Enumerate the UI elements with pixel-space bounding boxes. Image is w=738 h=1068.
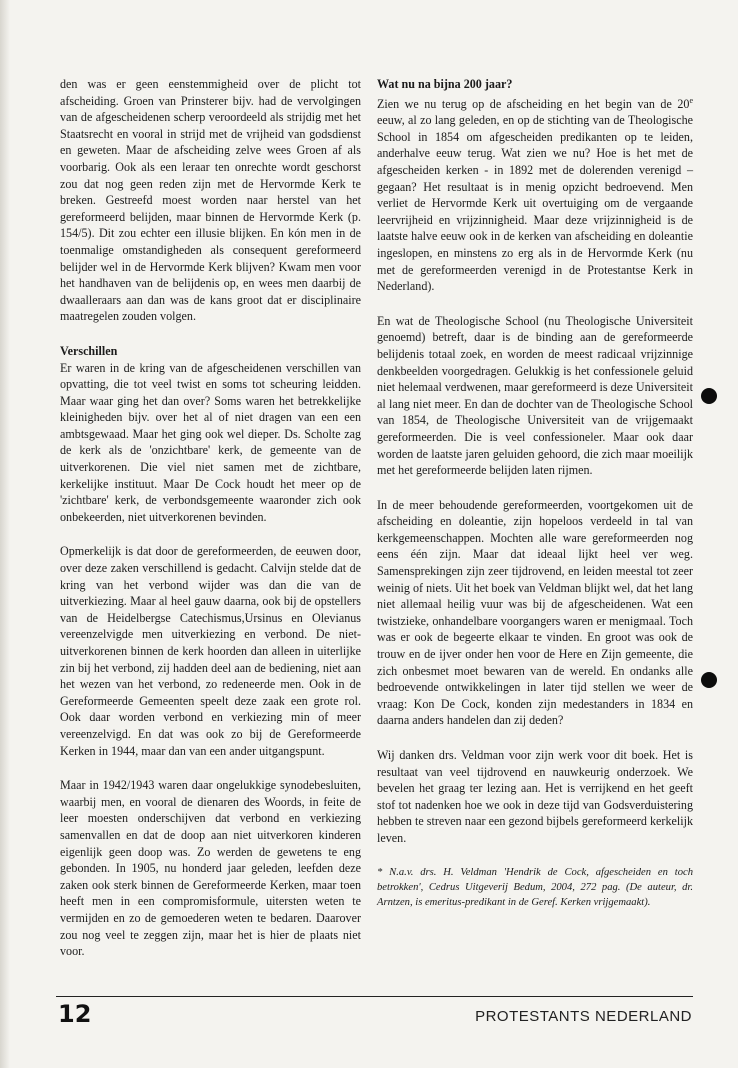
page-number: 12 (58, 1000, 92, 1028)
right-column (377, 76, 693, 928)
paragraph: Wij danken drs. Veldman voor zijn werk voor dit boek. Het is resultaat van veel tijdrovend en nauwkeurig onderzoek. We bevelen het graag ter lezing aan. Het is verrijkend en het geeft stof tot nadenken hoe we ook in deze tijd van Godsverduistering hebben te streven naar een gezond bijbels gereformeerd kerkelijk leven. (377, 748, 693, 845)
paragraph-start: Zien we nu terug op de afscheiding en het begin van de 20 (377, 96, 690, 111)
section-heading-wat-nu: Wat nu na bijna 200 jaar? (377, 77, 513, 91)
paragraph: En wat de Theologische School (nu Theologische Universiteit genoemd) betreft, daar is de binding aan de gereformeerde belijdenis totaal zoek, en worden de meest radicaal vrijzinnige denkbeelden voorgedragen. Gelukkig is het confessionele geluid niet helemaal verdwenen, maar gereformeerd is deze Universiteit al lang niet meer. En dan de dochter van de Theologische School van 1854, de Theologische Universiteit van de vrijgemaakt gereformeerden. Die is veel confessioneler. Maar ook daar worden de laatste jaren geluiden gehoord, die zich maar moeilijk met het gereformeerde belijden laten rijmen. (377, 313, 693, 478)
paragraph (377, 93, 693, 295)
left-column (60, 76, 361, 978)
punch-hole-icon (701, 672, 717, 688)
section-heading-verschillen: Verschillen (60, 343, 118, 358)
binding-shadow (0, 0, 10, 1068)
paragraph: In de meer behoudende gereformeerden, voortgekomen uit de afscheiding en doleantie, zijn hopeloos verdeeld in tal van kerkgemeenschappen. Mochten alle ware gereformeerden nog eens één zijn. Maar dat ideaal lijkt heel ver weg. Samensprekingen zijn zeer tijdrovend, en leiden meestal tot zeer weinig of niets. Uit het boek van Veldman blijkt wel, dat het lang niet allemaal heilig vuur was bij de afgescheidenen. Wat een twistzieke, onhandelbare voorgangers waren er menigmaal. Toch was er ook de begeerte elkaar te vinden. En groot was ook de trouw en de ijver onder hen voor de Here en Zijn gemeente, die zich onbesmet moet bewaren van de wereld. En ondanks alle bedroevende ontwikkelingen in later tijd stellen we weer de vraag: Kon De Cock, konden zijn medestanders in 1834 en daarna anders handelen dan zij deden? (377, 497, 693, 728)
footer-rule (56, 996, 693, 997)
paragraph: den was er geen eenstemmigheid over de plicht tot afscheiding. Groen van Prinsterer bijv. had de vervolgingen van de afgescheidenen scherp veroordeeld als strijdig met het Staatsrecht en vooral in strijd met de vrijheid van godsdienst en geweten. Maar de afscheiding zelve wees Groen af als voorbarig. Ook als een leraar ten onrechte wordt geschorst zou dat nog geen reden zijn met de Hervormde Kerk te breken. Gestreefd moest worden naar herstel van het gereformeerd belijden, maar binnen de Hervormde Kerk (p. 154/5). Dit zou echter een illusie blijken. En kón men in de toenmalige omstandigheden als consequent gereformeerd belijder wel in de Hervormde Kerk blijven? Kwam men voor het handhaven van de belijdenis op, en wees men daarbij de dwaalleraars aan dan was de kans groot dat er disciplinaire maatregelen zouden volgen. (60, 77, 361, 324)
superscript: e (689, 95, 693, 105)
footnote: * N.a.v. drs. H. Veldman 'Hendrik de Cock, afgescheiden en toch betrokken', Cedrus Uitgeverij Bedum, 2004, 272 pag. (De auteur, dr. Arntzen, is emeritus-predikant in de Geref. Kerken vrijgemaakt). (377, 866, 693, 908)
paragraph: Er waren in de kring van de afgescheidenen verschillen van opvatting, die tot veel twist en soms tot scheuring leidden. Maar waar ging het dan over? Soms waren het betrekkelijke kleinigheden bijv. over het al of niet dragen van een een ambtsgewaad. Maar het ging ook wel dieper. Ds. Scholte zag de kerk als de 'onzichtbare' kerk, de gemeente van de uitverkorenen. Die viel niet samen met de zichtbare, kerkelijke instituut. Maar De Cock houdt het meer op de 'zichtbare' kerk, de verbondsgemeente waaronder zich ook onbekeerden, niet uitverkorenen bevinden. (60, 360, 361, 524)
paragraph-rest: eeuw, al zo lang geleden, en op de stichting van de Theologische School in 1854 om afgescheiden predikanten op te leiden, anderhalve eeuw terug. Wat zien we nu? Hoe is het met de afgescheiden kerken - in 1892 met de dolerenden verenigd – gegaan? Het resultaat is in menig opzicht bedroevend. Men verliet de Hervormde Kerk uit overtuiging om de vergaande leervrijheid en vrijzinnigheid. Maar deze vrijzinnigheid is de laatste halve eeuw ook in de kerken van afscheiding en doleantie ingeslopen, en minstens zo erg als in de Hervormde Kerk (nu met de gereformeerden verenigd in de Protestantse Kerk in Nederland). (377, 113, 693, 294)
paragraph: Maar in 1942/1943 waren daar ongelukkige synodebesluiten, waarbij men, en vooral de dienaren des Woords, in feite de leer moesten onderschijven dat verbond en verkiezing samenvallen en dat de doop aan niet uitverkoren kinderen eigenlijk geen doop was. Zo werden de gewetens te eng gebonden. In 1905, nu honderd jaar geleden, leefden deze zaken ook sterk binnen de Gereformeerde Kerken, maar toen heeft men in een compromisformule, uitersten weten te vermijden en zo de gemoederen weten te bedaren. Daarover zou nog veel te zeggen zijn, maar het is hier de plaats niet voor. (60, 778, 361, 959)
paragraph: Opmerkelijk is dat door de gereformeerden, de eeuwen door, over deze zaken verschillend is gedacht. Calvijn stelde dat de kring van het verbond wijder was dan die van de uitverkiezing. Maar al heel gauw daarna, ook bij de opstellers van de Heidelbergse Catechismus,Ursinus en Olevianus vereenzelvigde men uitverkiezing en verbond. De niet-uitverkorenen binnen de kerk hoorden dan alleen in uiterlijke zin bij het verbond, zij hadden deel aan de bediening, niet aan het wezen van het verbond, zo redeneerde men. Ook in de Gereformeerde Gemeenten speelt deze zaak een grote rol. Ook daar worden verbond en verkiezing min of meer vereenzelvigd. En dat was ook zo bij de Gereformeerde Kerken in 1944, maar dan van een ander uitgangspunt. (60, 544, 361, 758)
publication-name: PROTESTANTS NEDERLAND (475, 1008, 692, 1025)
punch-hole-icon (701, 388, 717, 404)
